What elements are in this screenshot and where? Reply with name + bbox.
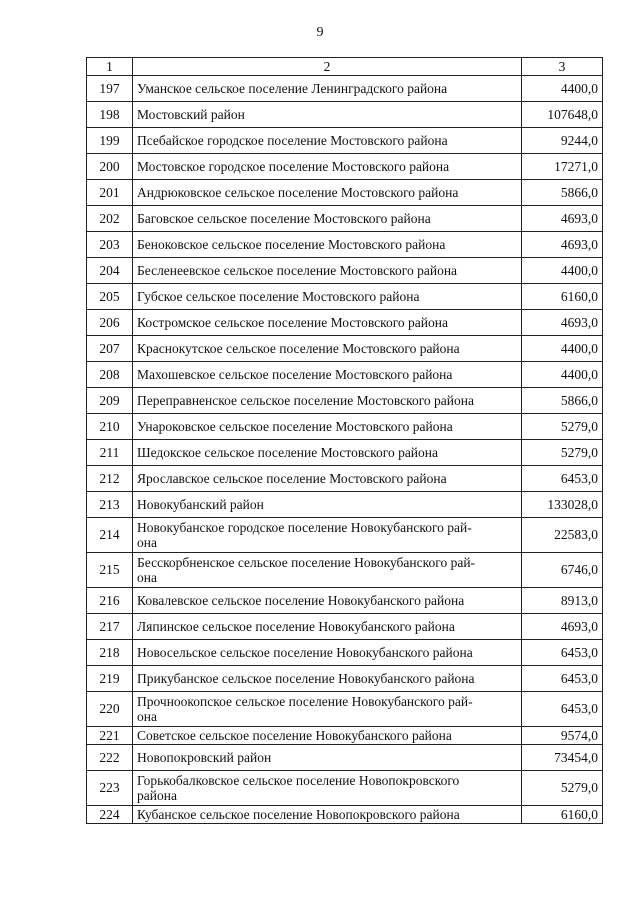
amount-value: 8913,0	[522, 588, 603, 614]
municipality-name: Новокубанский район	[133, 492, 522, 518]
row-number: 210	[87, 414, 133, 440]
municipality-name: Андрюковское сельское поселение Мостовского района	[133, 180, 522, 206]
municipality-name: Новопокровский район	[133, 745, 522, 771]
row-number: 209	[87, 388, 133, 414]
municipality-name: Унароковское сельское поселение Мостовского района	[133, 414, 522, 440]
table-row	[87, 154, 603, 180]
page-number: 9	[316, 25, 324, 40]
municipality-name: Прочноокопское сельское поселение Новокубанского рай- она	[133, 692, 522, 727]
amount-value: 6453,0	[522, 666, 603, 692]
table-row	[87, 614, 603, 640]
row-number: 202	[87, 206, 133, 232]
amount-value: 6160,0	[522, 806, 603, 824]
table-row	[87, 102, 603, 128]
row-number: 207	[87, 336, 133, 362]
amount-value: 4400,0	[522, 362, 603, 388]
row-number: 222	[87, 745, 133, 771]
allocation-table	[86, 57, 603, 824]
municipality-name: Новосельское сельское поселение Новокубанского района	[133, 640, 522, 666]
table-header-row	[87, 58, 603, 76]
amount-value: 4693,0	[522, 310, 603, 336]
municipality-name: Беноковское сельское поселение Мостовского района	[133, 232, 522, 258]
table-row	[87, 414, 603, 440]
amount-value: 133028,0	[522, 492, 603, 518]
table-row	[87, 128, 603, 154]
table-row	[87, 692, 603, 727]
row-number: 201	[87, 180, 133, 206]
amount-value: 4693,0	[522, 614, 603, 640]
municipality-name: Кубанское сельское поселение Новопокровского района	[133, 806, 522, 824]
row-number: 198	[87, 102, 133, 128]
table-row	[87, 310, 603, 336]
table-row	[87, 388, 603, 414]
municipality-name: Шедокское сельское поселение Мостовского района	[133, 440, 522, 466]
municipality-name: Бесленеевское сельское поселение Мостовского района	[133, 258, 522, 284]
table-row	[87, 727, 603, 745]
row-number: 220	[87, 692, 133, 727]
row-number: 221	[87, 727, 133, 745]
municipality-name: Прикубанское сельское поселение Новокубанского района	[133, 666, 522, 692]
table-row	[87, 745, 603, 771]
header-col-1: 1	[87, 58, 133, 76]
municipality-name: Советское сельское поселение Новокубанского района	[133, 727, 522, 745]
row-number: 219	[87, 666, 133, 692]
municipality-name: Баговское сельское поселение Мостовского района	[133, 206, 522, 232]
row-number: 212	[87, 466, 133, 492]
table-row	[87, 588, 603, 614]
table-row	[87, 771, 603, 806]
row-number: 200	[87, 154, 133, 180]
table-row	[87, 640, 603, 666]
amount-value: 107648,0	[522, 102, 603, 128]
municipality-name: Переправненское сельское поселение Мостовского района	[133, 388, 522, 414]
municipality-name: Костромское сельское поселение Мостовского района	[133, 310, 522, 336]
table-row	[87, 518, 603, 553]
row-number: 203	[87, 232, 133, 258]
amount-value: 6160,0	[522, 284, 603, 310]
row-number: 199	[87, 128, 133, 154]
table-row	[87, 806, 603, 824]
table-row	[87, 206, 603, 232]
municipality-name: Губское сельское поселение Мостовского района	[133, 284, 522, 310]
municipality-name: Ляпинское сельское поселение Новокубанского района	[133, 614, 522, 640]
municipality-name: Псебайское городское поселение Мостовского района	[133, 128, 522, 154]
amount-value: 5279,0	[522, 771, 603, 806]
row-number: 205	[87, 284, 133, 310]
amount-value: 4400,0	[522, 76, 603, 102]
table-row	[87, 440, 603, 466]
table-row	[87, 258, 603, 284]
table-row	[87, 284, 603, 310]
amount-value: 4400,0	[522, 336, 603, 362]
amount-value: 6453,0	[522, 692, 603, 727]
amount-value: 6746,0	[522, 553, 603, 588]
amount-value: 22583,0	[522, 518, 603, 553]
row-number: 217	[87, 614, 133, 640]
table-row	[87, 76, 603, 102]
table-row	[87, 362, 603, 388]
amount-value: 6453,0	[522, 640, 603, 666]
row-number: 223	[87, 771, 133, 806]
amount-value: 9244,0	[522, 128, 603, 154]
row-number: 211	[87, 440, 133, 466]
amount-value: 9574,0	[522, 727, 603, 745]
amount-value: 5279,0	[522, 414, 603, 440]
row-number: 197	[87, 76, 133, 102]
row-number: 218	[87, 640, 133, 666]
row-number: 204	[87, 258, 133, 284]
row-number: 224	[87, 806, 133, 824]
municipality-name: Мостовское городское поселение Мостовского района	[133, 154, 522, 180]
header-col-3: 3	[522, 58, 603, 76]
row-number: 206	[87, 310, 133, 336]
amount-value: 17271,0	[522, 154, 603, 180]
amount-value: 5279,0	[522, 440, 603, 466]
amount-value: 6453,0	[522, 466, 603, 492]
municipality-name: Бесскорбненское сельское поселение Новокубанского рай- она	[133, 553, 522, 588]
table-row	[87, 180, 603, 206]
amount-value: 73454,0	[522, 745, 603, 771]
table-row	[87, 232, 603, 258]
municipality-name: Махошевское сельское поселение Мостовского района	[133, 362, 522, 388]
table-row	[87, 466, 603, 492]
row-number: 208	[87, 362, 133, 388]
amount-value: 5866,0	[522, 180, 603, 206]
amount-value: 4400,0	[522, 258, 603, 284]
municipality-name: Мостовский район	[133, 102, 522, 128]
amount-value: 4693,0	[522, 206, 603, 232]
municipality-name: Новокубанское городское поселение Новокубанского рай- она	[133, 518, 522, 553]
row-number: 213	[87, 492, 133, 518]
row-number: 216	[87, 588, 133, 614]
municipality-name: Ярославское сельское поселение Мостовского района	[133, 466, 522, 492]
municipality-name: Горькобалковское сельское поселение Новопокровского района	[133, 771, 522, 806]
table-row	[87, 666, 603, 692]
municipality-name: Ковалевское сельское поселение Новокубанского района	[133, 588, 522, 614]
amount-value: 5866,0	[522, 388, 603, 414]
header-col-2: 2	[133, 58, 522, 76]
table-row	[87, 336, 603, 362]
table-row	[87, 553, 603, 588]
amount-value: 4693,0	[522, 232, 603, 258]
row-number: 215	[87, 553, 133, 588]
row-number: 214	[87, 518, 133, 553]
municipality-name: Уманское сельское поселение Ленинградского района	[133, 76, 522, 102]
table-row	[87, 492, 603, 518]
municipality-name: Краснокутское сельское поселение Мостовского района	[133, 336, 522, 362]
